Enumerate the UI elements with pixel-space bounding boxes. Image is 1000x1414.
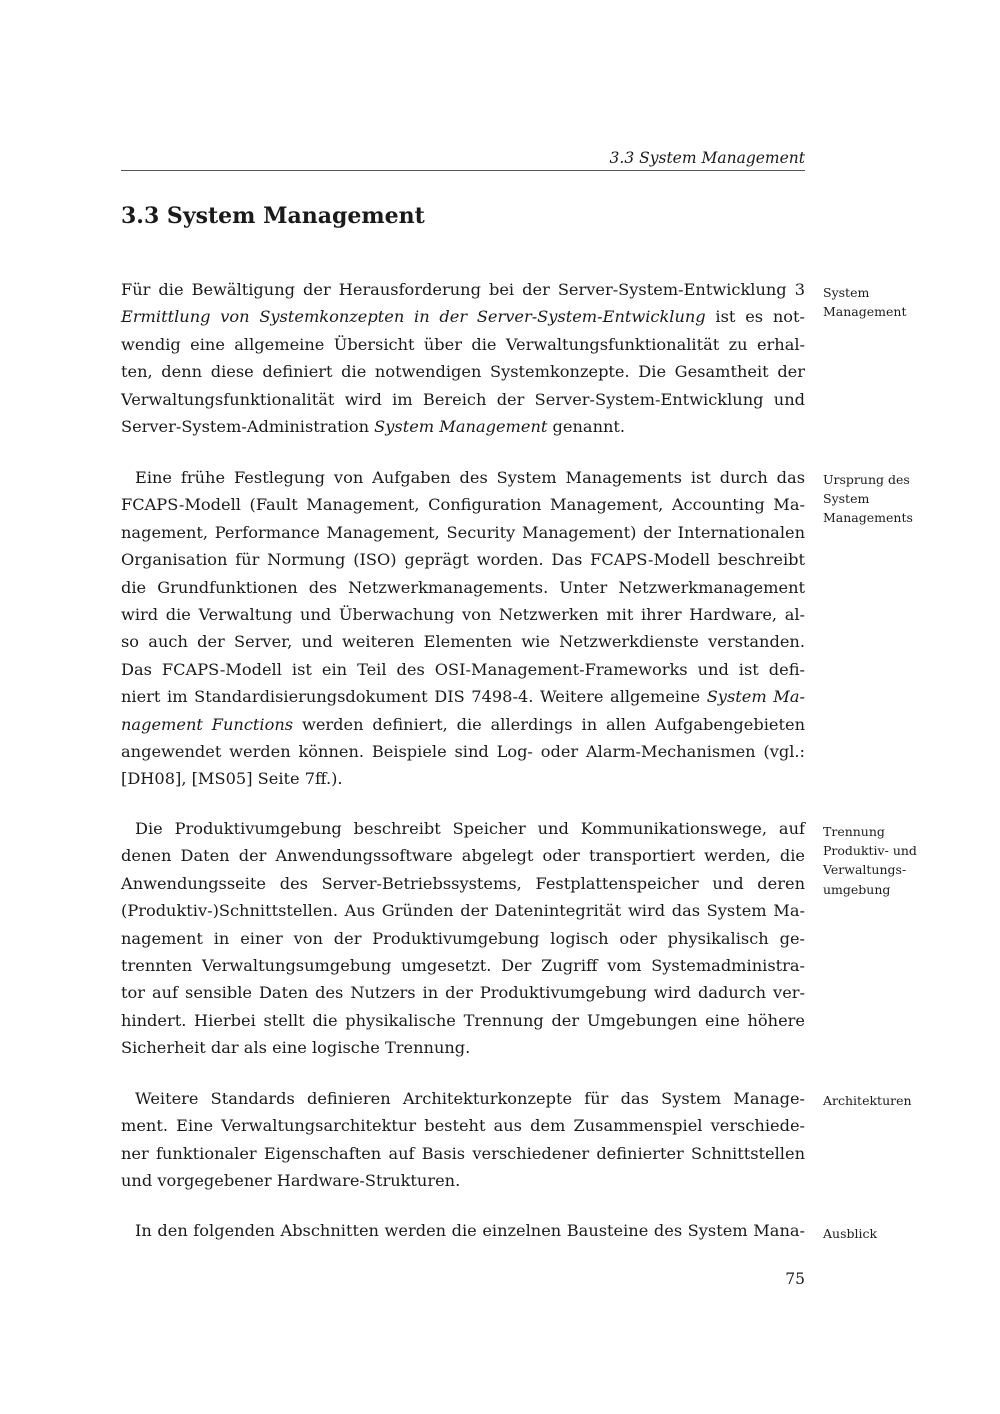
text-line: Anwendungsseite des Server-Betriebssystems, Festplattenspeicher und deren <box>121 873 805 893</box>
text-line: Eine frühe Festlegung von Aufgaben des System Managements ist durch das <box>135 468 805 487</box>
margin-note-line: Verwaltungs- <box>823 862 907 878</box>
margin-note-line: umgebung <box>823 881 891 897</box>
text-line: niert im Standardisierungsdokument DIS 7498-4. Weitere allgemeine System Ma- <box>121 687 805 707</box>
paragraph-fcaps <box>121 464 805 793</box>
paragraph-system-management <box>121 276 805 440</box>
text-line: (Produktiv-)Schnittstellen. Aus Gründen der Datenintegrität wird das System Ma- <box>121 901 805 921</box>
margin-note-line: Ursprung des <box>823 472 910 487</box>
paragraph-produktivumgebung <box>121 815 805 1062</box>
text-line: ner funktionaler Eigenschaften auf Basis verschiedener definierter Schnittstellen <box>121 1143 805 1163</box>
text-line: Verwaltungsfunktionalität wird im Bereich der Server-System-Entwicklung und <box>121 389 805 409</box>
text-line: Weitere Standards definieren Architekturkonzepte für das System Manage- <box>135 1089 805 1108</box>
paragraph-architekturen <box>121 1085 805 1195</box>
text-line: denen Daten der Anwendungssoftware abgelegt oder transportiert werden, die <box>121 846 805 866</box>
margin-note-line: Trennung <box>823 824 885 839</box>
text-line: Sicherheit dar als eine logische Trennung. <box>121 1038 471 1058</box>
margin-note-architekturen <box>823 1091 943 1110</box>
text-line: nagement in einer von der Produktivumgebung logisch oder physikalisch ge- <box>121 928 805 948</box>
text-line: Das FCAPS-Modell ist ein Teil des OSI-Management-Frameworks und ist defi- <box>121 659 805 679</box>
margin-note-ausblick <box>823 1224 943 1243</box>
margin-note-trennung <box>823 822 943 899</box>
margin-note-line: Produktiv- und <box>823 843 917 859</box>
text-line: angewendet werden können. Beispiele sind Log- oder Alarm-Mechanismen (vgl.: <box>121 742 805 762</box>
text-line: so auch der Server, und weiteren Elementen wie Netzwerkdienste verstanden. <box>121 632 805 652</box>
text-line: Organisation für Normung (ISO) geprägt worden. Das FCAPS-Modell beschreibt <box>121 550 805 570</box>
text-line: wendig eine allgemeine Übersicht über die Verwaltungsfunktionalität zu erhal- <box>121 334 805 354</box>
text-line: ten, denn diese definiert die notwendigen Systemkonzepte. Die Gesamtheit der <box>121 362 805 382</box>
text-line: Server-System-Administration System Management genannt. <box>121 417 626 437</box>
text-line: trennten Verwaltungsumgebung umgesetzt. Der Zugriff vom Systemadministra- <box>121 956 805 976</box>
section-title: 3.3 System Management <box>121 203 425 229</box>
text-line: nagement, Performance Management, Security Management) der Internationalen <box>121 522 805 542</box>
text-line: Die Produktivumgebung beschreibt Speicher und Kommunikationswege, auf <box>135 819 805 838</box>
text-line: und vorgegebener Hardware-Strukturen. <box>121 1171 461 1191</box>
text-line: nagement Functions werden definiert, die allerdings in allen Aufgabengebieten <box>121 714 805 734</box>
margin-note-line: Managements <box>823 510 913 526</box>
text-line: FCAPS-Modell (Fault Management, Configuration Management, Accounting Ma- <box>121 495 805 515</box>
header-rule <box>121 170 805 171</box>
running-head: 3.3 System Management <box>609 149 805 167</box>
paragraph-ausblick <box>121 1217 805 1244</box>
margin-note-line: System <box>823 285 870 300</box>
text-line: Für die Bewältigung der Herausforderung bei der Server-System-Entwicklung 3 <box>121 280 805 299</box>
margin-note-line: System <box>823 491 870 507</box>
text-line: Ermittlung von Systemkonzepten in der Server-System-Entwicklung ist es not- <box>121 307 805 327</box>
margin-note-line: Ausblick <box>823 1226 878 1241</box>
margin-note-line: Management <box>823 304 907 320</box>
text-line: die Grundfunktionen des Netzwerkmanagements. Unter Netzwerkmanagement <box>121 577 805 597</box>
text-line: tor auf sensible Daten des Nutzers in der Produktivumgebung wird dadurch ver- <box>121 983 805 1003</box>
margin-note-line: Architekturen <box>823 1093 912 1108</box>
text-line: In den folgenden Abschnitten werden die einzelnen Bausteine des System Mana- <box>135 1221 805 1240</box>
text-line: ment. Eine Verwaltungsarchitektur besteht aus dem Zusammenspiel verschiede- <box>121 1116 805 1136</box>
margin-note-system-management <box>823 283 943 321</box>
text-line: hindert. Hierbei stellt die physikalische Trennung der Umgebungen eine höhere <box>121 1010 805 1030</box>
text-line: [DH08], [MS05] Seite 7ff.). <box>121 769 343 789</box>
text-line: wird die Verwaltung und Überwachung von Netzwerken mit ihrer Hardware, al- <box>121 605 805 625</box>
page-number: 75 <box>785 1270 805 1288</box>
margin-note-ursprung <box>823 470 943 528</box>
